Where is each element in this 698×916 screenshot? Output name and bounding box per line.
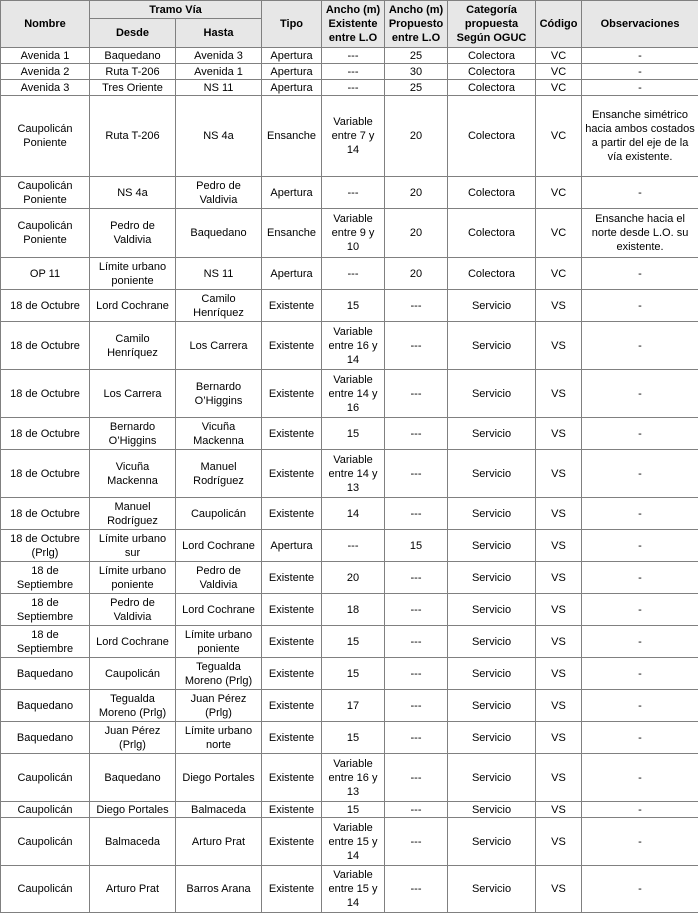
cell-hasta: Arturo Prat bbox=[176, 818, 262, 866]
cell-codigo: VC bbox=[536, 209, 582, 258]
cell-obs: - bbox=[582, 626, 698, 658]
cell-propuesto: --- bbox=[385, 658, 448, 690]
cell-obs: - bbox=[582, 658, 698, 690]
cell-categoria: Servicio bbox=[448, 754, 536, 802]
cell-existente: 18 bbox=[322, 594, 385, 626]
cell-codigo: VS bbox=[536, 818, 582, 866]
cell-codigo: VS bbox=[536, 658, 582, 690]
cell-desde: Diego Portales bbox=[90, 802, 176, 818]
cell-hasta: NS 4a bbox=[176, 96, 262, 177]
cell-tipo: Existente bbox=[262, 498, 322, 530]
cell-categoria: Servicio bbox=[448, 658, 536, 690]
cell-obs: - bbox=[582, 258, 698, 290]
table-row bbox=[1, 48, 698, 64]
cell-nombre: Baquedano bbox=[1, 658, 90, 690]
cell-hasta: Tegualda Moreno (Prlg) bbox=[176, 658, 262, 690]
cell-tipo: Apertura bbox=[262, 64, 322, 80]
cell-hasta: Diego Portales bbox=[176, 754, 262, 802]
cell-propuesto: --- bbox=[385, 450, 448, 498]
cell-nombre: 18 de Septiembre bbox=[1, 626, 90, 658]
table-row bbox=[1, 258, 698, 290]
cell-codigo: VS bbox=[536, 450, 582, 498]
cell-codigo: VS bbox=[536, 530, 582, 562]
cell-hasta: NS 11 bbox=[176, 80, 262, 96]
cell-tipo: Existente bbox=[262, 818, 322, 866]
cell-nombre: 18 de Septiembre bbox=[1, 562, 90, 594]
cell-tipo: Existente bbox=[262, 690, 322, 722]
cell-existente: 15 bbox=[322, 802, 385, 818]
table-row bbox=[1, 498, 698, 530]
cell-propuesto: 20 bbox=[385, 209, 448, 258]
cell-codigo: VS bbox=[536, 594, 582, 626]
cell-obs: Ensanche hacia el norte desde L.O. su existente. bbox=[582, 209, 698, 258]
cell-obs: - bbox=[582, 530, 698, 562]
table-row bbox=[1, 866, 698, 913]
cell-hasta: Manuel Rodríguez bbox=[176, 450, 262, 498]
cell-propuesto: --- bbox=[385, 818, 448, 866]
cell-tipo: Existente bbox=[262, 370, 322, 418]
cell-tipo: Existente bbox=[262, 754, 322, 802]
table-row bbox=[1, 290, 698, 322]
header-observaciones: Observaciones bbox=[582, 1, 698, 48]
cell-existente: Variable entre 16 y 14 bbox=[322, 322, 385, 370]
cell-tipo: Apertura bbox=[262, 48, 322, 64]
cell-tipo: Apertura bbox=[262, 258, 322, 290]
cell-codigo: VC bbox=[536, 80, 582, 96]
cell-hasta: Barros Arana bbox=[176, 866, 262, 913]
table-row bbox=[1, 450, 698, 498]
cell-nombre: 18 de Octubre (Prlg) bbox=[1, 530, 90, 562]
cell-propuesto: --- bbox=[385, 418, 448, 450]
table-row bbox=[1, 530, 698, 562]
cell-categoria: Colectora bbox=[448, 177, 536, 209]
cell-desde: Pedro de Valdivia bbox=[90, 209, 176, 258]
cell-existente: Variable entre 14 y 13 bbox=[322, 450, 385, 498]
cell-tipo: Existente bbox=[262, 418, 322, 450]
cell-hasta: Balmaceda bbox=[176, 802, 262, 818]
cell-codigo: VC bbox=[536, 64, 582, 80]
cell-desde: Baquedano bbox=[90, 754, 176, 802]
cell-tipo: Apertura bbox=[262, 530, 322, 562]
cell-categoria: Servicio bbox=[448, 626, 536, 658]
cell-nombre: Caupolicán Poniente bbox=[1, 209, 90, 258]
cell-desde: Los Carrera bbox=[90, 370, 176, 418]
header-hasta: Hasta bbox=[176, 19, 262, 48]
cell-propuesto: 20 bbox=[385, 177, 448, 209]
cell-desde: Lord Cochrane bbox=[90, 290, 176, 322]
cell-categoria: Colectora bbox=[448, 96, 536, 177]
cell-propuesto: --- bbox=[385, 594, 448, 626]
table-row bbox=[1, 418, 698, 450]
cell-categoria: Servicio bbox=[448, 418, 536, 450]
cell-categoria: Servicio bbox=[448, 530, 536, 562]
cell-propuesto: 20 bbox=[385, 258, 448, 290]
cell-desde: Camilo Henríquez bbox=[90, 322, 176, 370]
cell-propuesto: 20 bbox=[385, 96, 448, 177]
table-body bbox=[1, 48, 698, 913]
cell-tipo: Existente bbox=[262, 866, 322, 913]
cell-hasta: Límite urbano norte bbox=[176, 722, 262, 754]
cell-tipo: Existente bbox=[262, 722, 322, 754]
cell-existente: --- bbox=[322, 258, 385, 290]
cell-codigo: VC bbox=[536, 96, 582, 177]
cell-nombre: Caupolicán bbox=[1, 754, 90, 802]
cell-nombre: Caupolicán Poniente bbox=[1, 96, 90, 177]
cell-tipo: Ensanche bbox=[262, 209, 322, 258]
header-tramo: Tramo Vía bbox=[90, 1, 262, 19]
cell-nombre: Caupolicán Poniente bbox=[1, 177, 90, 209]
cell-propuesto: --- bbox=[385, 866, 448, 913]
cell-propuesto: --- bbox=[385, 562, 448, 594]
table-row bbox=[1, 802, 698, 818]
cell-existente: Variable entre 7 y 14 bbox=[322, 96, 385, 177]
cell-tipo: Ensanche bbox=[262, 96, 322, 177]
cell-existente: --- bbox=[322, 80, 385, 96]
cell-desde: Límite urbano poniente bbox=[90, 258, 176, 290]
cell-obs: - bbox=[582, 450, 698, 498]
cell-tipo: Existente bbox=[262, 290, 322, 322]
table-row bbox=[1, 177, 698, 209]
cell-nombre: 18 de Octubre bbox=[1, 290, 90, 322]
cell-nombre: OP 11 bbox=[1, 258, 90, 290]
cell-nombre: Baquedano bbox=[1, 690, 90, 722]
table-row bbox=[1, 626, 698, 658]
cell-desde: Tres Oriente bbox=[90, 80, 176, 96]
cell-desde: Lord Cochrane bbox=[90, 626, 176, 658]
cell-hasta: NS 11 bbox=[176, 258, 262, 290]
header-tipo: Tipo bbox=[262, 1, 322, 48]
cell-codigo: VS bbox=[536, 370, 582, 418]
cell-nombre: 18 de Octubre bbox=[1, 322, 90, 370]
cell-desde: Tegualda Moreno (Prlg) bbox=[90, 690, 176, 722]
cell-existente: Variable entre 14 y 16 bbox=[322, 370, 385, 418]
table-row bbox=[1, 818, 698, 866]
cell-propuesto: --- bbox=[385, 690, 448, 722]
cell-existente: Variable entre 9 y 10 bbox=[322, 209, 385, 258]
cell-nombre: Avenida 1 bbox=[1, 48, 90, 64]
cell-existente: --- bbox=[322, 530, 385, 562]
cell-hasta: Bernardo O’Higgins bbox=[176, 370, 262, 418]
cell-codigo: VS bbox=[536, 322, 582, 370]
cell-desde: Baquedano bbox=[90, 48, 176, 64]
table-row bbox=[1, 80, 698, 96]
cell-tipo: Existente bbox=[262, 562, 322, 594]
table-row bbox=[1, 754, 698, 802]
cell-categoria: Servicio bbox=[448, 690, 536, 722]
cell-existente: --- bbox=[322, 48, 385, 64]
cell-desde: Balmaceda bbox=[90, 818, 176, 866]
table-row bbox=[1, 594, 698, 626]
cell-categoria: Servicio bbox=[448, 722, 536, 754]
cell-propuesto: --- bbox=[385, 722, 448, 754]
cell-categoria: Colectora bbox=[448, 80, 536, 96]
table-row bbox=[1, 370, 698, 418]
cell-codigo: VS bbox=[536, 562, 582, 594]
cell-tipo: Existente bbox=[262, 626, 322, 658]
cell-categoria: Servicio bbox=[448, 802, 536, 818]
cell-hasta: Lord Cochrane bbox=[176, 594, 262, 626]
cell-hasta: Caupolicán bbox=[176, 498, 262, 530]
cell-hasta: Avenida 1 bbox=[176, 64, 262, 80]
cell-obs: - bbox=[582, 754, 698, 802]
header-ancho-propuesto: Ancho (m) Propuesto entre L.O bbox=[385, 1, 448, 48]
table-row bbox=[1, 690, 698, 722]
cell-categoria: Colectora bbox=[448, 48, 536, 64]
cell-categoria: Colectora bbox=[448, 64, 536, 80]
cell-obs: - bbox=[582, 594, 698, 626]
cell-codigo: VC bbox=[536, 177, 582, 209]
cell-obs: - bbox=[582, 64, 698, 80]
cell-nombre: 18 de Octubre bbox=[1, 370, 90, 418]
cell-existente: 20 bbox=[322, 562, 385, 594]
cell-categoria: Servicio bbox=[448, 370, 536, 418]
cell-obs: - bbox=[582, 177, 698, 209]
header-desde: Desde bbox=[90, 19, 176, 48]
cell-propuesto: --- bbox=[385, 370, 448, 418]
cell-tipo: Existente bbox=[262, 658, 322, 690]
table-row bbox=[1, 209, 698, 258]
cell-obs: - bbox=[582, 802, 698, 818]
table-row bbox=[1, 64, 698, 80]
cell-nombre: 18 de Septiembre bbox=[1, 594, 90, 626]
cell-hasta: Camilo Henríquez bbox=[176, 290, 262, 322]
cell-obs: - bbox=[582, 722, 698, 754]
cell-existente: 14 bbox=[322, 498, 385, 530]
cell-codigo: VS bbox=[536, 802, 582, 818]
cell-obs: - bbox=[582, 48, 698, 64]
cell-hasta: Juan Pérez (Prlg) bbox=[176, 690, 262, 722]
table-row bbox=[1, 322, 698, 370]
cell-codigo: VS bbox=[536, 290, 582, 322]
cell-desde: Arturo Prat bbox=[90, 866, 176, 913]
cell-propuesto: --- bbox=[385, 802, 448, 818]
cell-codigo: VS bbox=[536, 498, 582, 530]
cell-obs: - bbox=[582, 498, 698, 530]
cell-desde: Juan Pérez (Prlg) bbox=[90, 722, 176, 754]
cell-categoria: Servicio bbox=[448, 594, 536, 626]
cell-desde: Caupolicán bbox=[90, 658, 176, 690]
cell-categoria: Servicio bbox=[448, 498, 536, 530]
cell-hasta: Avenida 3 bbox=[176, 48, 262, 64]
cell-obs: - bbox=[582, 562, 698, 594]
header-ancho-existente: Ancho (m) Existente entre L.O bbox=[322, 1, 385, 48]
cell-existente: 15 bbox=[322, 418, 385, 450]
cell-nombre: Avenida 2 bbox=[1, 64, 90, 80]
cell-existente: 15 bbox=[322, 658, 385, 690]
cell-nombre: Caupolicán bbox=[1, 818, 90, 866]
cell-obs: - bbox=[582, 418, 698, 450]
cell-obs: - bbox=[582, 866, 698, 913]
cell-hasta: Lord Cochrane bbox=[176, 530, 262, 562]
cell-categoria: Colectora bbox=[448, 258, 536, 290]
cell-categoria: Servicio bbox=[448, 450, 536, 498]
cell-nombre: 18 de Octubre bbox=[1, 498, 90, 530]
cell-codigo: VS bbox=[536, 418, 582, 450]
cell-obs: - bbox=[582, 690, 698, 722]
cell-obs: Ensanche simétrico hacia ambos costados a partir del eje de la vía existente. bbox=[582, 96, 698, 177]
cell-propuesto: --- bbox=[385, 322, 448, 370]
cell-tipo: Existente bbox=[262, 322, 322, 370]
cell-tipo: Existente bbox=[262, 450, 322, 498]
cell-codigo: VC bbox=[536, 48, 582, 64]
cell-desde: Límite urbano poniente bbox=[90, 562, 176, 594]
cell-obs: - bbox=[582, 818, 698, 866]
cell-categoria: Servicio bbox=[448, 866, 536, 913]
cell-nombre: Caupolicán bbox=[1, 866, 90, 913]
cell-desde: Pedro de Valdivia bbox=[90, 594, 176, 626]
cell-propuesto: --- bbox=[385, 626, 448, 658]
cell-propuesto: --- bbox=[385, 754, 448, 802]
cell-existente: Variable entre 15 y 14 bbox=[322, 866, 385, 913]
cell-codigo: VC bbox=[536, 258, 582, 290]
cell-obs: - bbox=[582, 290, 698, 322]
cell-nombre: 18 de Octubre bbox=[1, 418, 90, 450]
cell-desde: Límite urbano sur bbox=[90, 530, 176, 562]
cell-hasta: Los Carrera bbox=[176, 322, 262, 370]
cell-tipo: Existente bbox=[262, 594, 322, 626]
cell-nombre: Caupolicán bbox=[1, 802, 90, 818]
cell-propuesto: 30 bbox=[385, 64, 448, 80]
cell-existente: Variable entre 15 y 14 bbox=[322, 818, 385, 866]
table-row bbox=[1, 658, 698, 690]
cell-propuesto: 15 bbox=[385, 530, 448, 562]
cell-tipo: Apertura bbox=[262, 177, 322, 209]
cell-tipo: Existente bbox=[262, 802, 322, 818]
cell-categoria: Servicio bbox=[448, 818, 536, 866]
cell-obs: - bbox=[582, 322, 698, 370]
cell-categoria: Servicio bbox=[448, 322, 536, 370]
cell-categoria: Servicio bbox=[448, 562, 536, 594]
cell-hasta: Límite urbano poniente bbox=[176, 626, 262, 658]
cell-existente: 15 bbox=[322, 626, 385, 658]
cell-propuesto: --- bbox=[385, 498, 448, 530]
cell-codigo: VS bbox=[536, 866, 582, 913]
cell-existente: 17 bbox=[322, 690, 385, 722]
cell-codigo: VS bbox=[536, 754, 582, 802]
cell-propuesto: 25 bbox=[385, 80, 448, 96]
cell-existente: --- bbox=[322, 177, 385, 209]
cell-categoria: Servicio bbox=[448, 290, 536, 322]
cell-codigo: VS bbox=[536, 626, 582, 658]
header-nombre: Nombre bbox=[1, 1, 90, 48]
cell-propuesto: --- bbox=[385, 290, 448, 322]
cell-nombre: Baquedano bbox=[1, 722, 90, 754]
cell-propuesto: 25 bbox=[385, 48, 448, 64]
table-row bbox=[1, 562, 698, 594]
table-row bbox=[1, 722, 698, 754]
table-row bbox=[1, 96, 698, 177]
cell-existente: --- bbox=[322, 64, 385, 80]
cell-desde: NS 4a bbox=[90, 177, 176, 209]
cell-obs: - bbox=[582, 80, 698, 96]
header-codigo: Código bbox=[536, 1, 582, 48]
cell-tipo: Apertura bbox=[262, 80, 322, 96]
cell-obs: - bbox=[582, 370, 698, 418]
cell-hasta: Pedro de Valdivia bbox=[176, 562, 262, 594]
cell-desde: Vicuña Mackenna bbox=[90, 450, 176, 498]
cell-desde: Bernardo O’Higgins bbox=[90, 418, 176, 450]
cell-codigo: VS bbox=[536, 722, 582, 754]
cell-nombre: 18 de Octubre bbox=[1, 450, 90, 498]
cell-categoria: Colectora bbox=[448, 209, 536, 258]
cell-hasta: Baquedano bbox=[176, 209, 262, 258]
cell-existente: Variable entre 16 y 13 bbox=[322, 754, 385, 802]
cell-desde: Ruta T-206 bbox=[90, 64, 176, 80]
cell-desde: Manuel Rodríguez bbox=[90, 498, 176, 530]
cell-desde: Ruta T-206 bbox=[90, 96, 176, 177]
cell-existente: 15 bbox=[322, 722, 385, 754]
header-categoria: Categoría propuesta Según OGUC bbox=[448, 1, 536, 48]
cell-hasta: Vicuña Mackenna bbox=[176, 418, 262, 450]
cell-hasta: Pedro de Valdivia bbox=[176, 177, 262, 209]
cell-nombre: Avenida 3 bbox=[1, 80, 90, 96]
table-header bbox=[1, 1, 698, 48]
cell-existente: 15 bbox=[322, 290, 385, 322]
cell-codigo: VS bbox=[536, 690, 582, 722]
